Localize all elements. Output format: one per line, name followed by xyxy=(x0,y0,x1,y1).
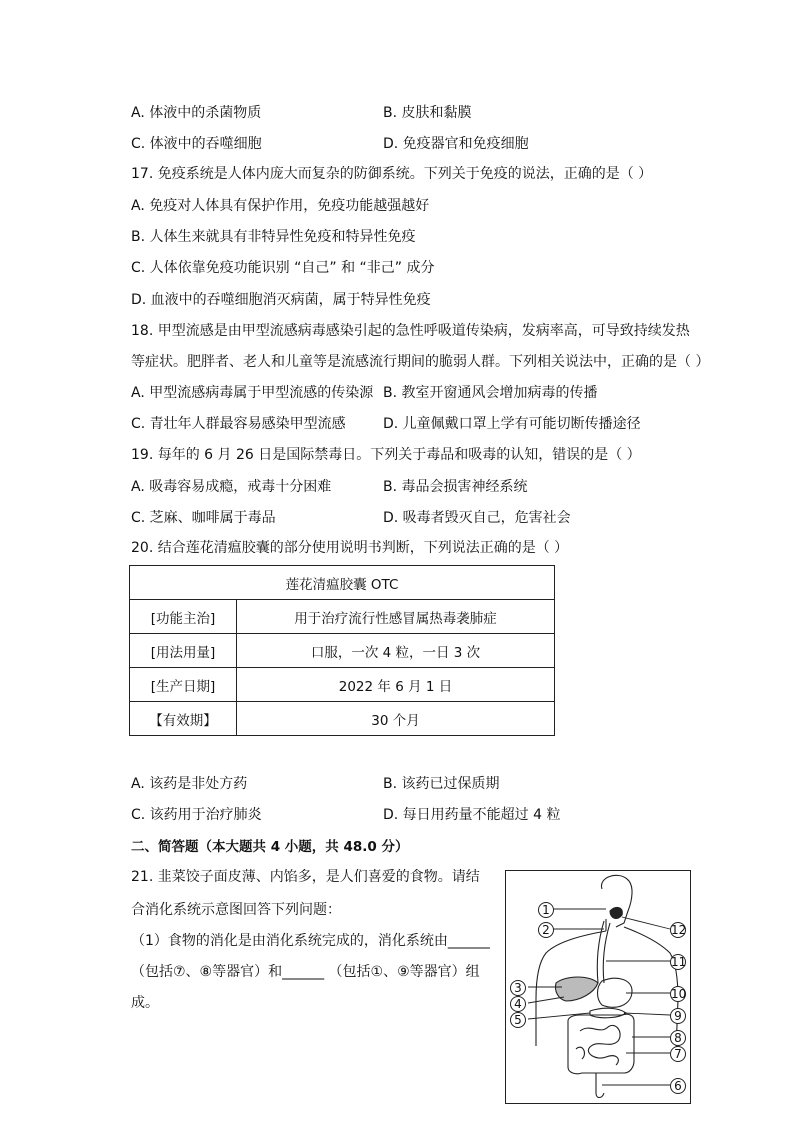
q21-line2: 合消化系统示意图回答下列问题： xyxy=(131,902,341,918)
label-9: 9 xyxy=(670,1008,686,1024)
section-heading: 二、简答题（本大题共 4 小题，共 48.0 分） xyxy=(131,839,409,855)
q18-option-a: A. 甲型流感病毒属于甲型流感的传染源 xyxy=(131,385,374,401)
q17-option-d: D. 血液中的吞噬细胞消灭病菌，属于特异性免疫 xyxy=(131,292,431,308)
q19-stem: 19. 每年的 6 月 26 日是国际禁毒日。下列关于毒品和吸毒的认知，错误的是（ ） xyxy=(131,447,641,463)
q19-option-c: C. 芝麻、咖啡属于毒品 xyxy=(131,510,276,526)
table-value: 口服，一次 4 粒，一日 3 次 xyxy=(237,634,555,668)
table-title: 莲花清瘟胶囊 OTC xyxy=(130,566,555,600)
label-10: 10 xyxy=(671,987,687,1001)
label-4: 4 xyxy=(510,996,526,1012)
label-2: 2 xyxy=(538,922,554,938)
table-value: 用于治疗流行性感冒属热毒袭肺症 xyxy=(237,600,555,634)
q21-line1: 21. 韭菜饺子面皮薄、内馅多，是人们喜爱的食物。请结 xyxy=(131,869,480,885)
q21-line5: 成。 xyxy=(131,995,159,1011)
q16-option-a: A. 体液中的杀菌物质 xyxy=(131,105,262,121)
table-row xyxy=(130,668,555,702)
medicine-instruction-table xyxy=(129,565,555,736)
q16-option-c: C. 体液中的吞噬细胞 xyxy=(131,136,262,152)
label-11: 11 xyxy=(671,955,687,969)
label-5: 5 xyxy=(510,1012,526,1028)
q17-stem: 17. 免疫系统是人体内庞大而复杂的防御系统。下列关于免疫的说法，正确的是（ ） xyxy=(131,166,653,182)
q20-option-d: D. 每日用药量不能超过 4 粒 xyxy=(383,807,561,823)
label-3: 3 xyxy=(510,980,526,996)
table-row xyxy=(130,600,555,634)
table-title-row xyxy=(130,566,555,600)
q16-option-b: B. 皮肤和黏膜 xyxy=(383,105,472,121)
table-value: 30 个月 xyxy=(237,702,555,736)
q18-option-d: D. 儿童佩戴口罩上学有可能切断传播途径 xyxy=(383,416,641,432)
q20-option-b: B. 该药已过保质期 xyxy=(383,776,500,792)
q21-line3: （1）食物的消化是由消化系统完成的，消化系统由______ xyxy=(131,933,490,949)
q18-stem-line1: 18. 甲型流感是由甲型流感病毒感染引起的急性呼吸道传染病，发病率高，可导致持续发热 xyxy=(131,323,690,339)
q17-option-b: B. 人体生来就具有非特异性免疫和特异性免疫 xyxy=(131,229,416,245)
q20-option-c: C. 该药用于治疗肺炎 xyxy=(131,807,262,823)
q17-option-a: A. 免疫对人体具有保护作用，免疫功能越强越好 xyxy=(131,198,430,214)
q17-option-c: C. 人体依靠免疫功能识别 “自己” 和 “非己” 成分 xyxy=(131,260,435,276)
label-8: 8 xyxy=(670,1030,686,1046)
digestive-system-diagram xyxy=(505,870,691,1104)
q20-option-a: A. 该药是非处方药 xyxy=(131,776,248,792)
q21-line4: （包括⑦、⑧等器官）和______ （包括①、⑨等器官）组 xyxy=(131,964,480,980)
table-label: 【有效期】 xyxy=(130,702,237,736)
q20-stem: 20. 结合莲花清瘟胶囊的部分使用说明书判断，下列说法正确的是（ ） xyxy=(131,540,569,556)
q16-option-d: D. 免疫器官和免疫细胞 xyxy=(383,136,529,152)
table-row xyxy=(130,702,555,736)
table-label: [生产日期] xyxy=(130,668,237,702)
q19-option-a: A. 吸毒容易成瘾，戒毒十分困难 xyxy=(131,479,332,495)
q18-option-c: C. 青壮年人群最容易感染甲型流感 xyxy=(131,416,346,432)
q18-stem-line2: 等症状。肥胖者、老人和儿童等是流感流行期间的脆弱人群。下列相关说法中，正确的是（ ） xyxy=(131,354,710,370)
table-label: [功能主治] xyxy=(130,600,237,634)
label-7: 7 xyxy=(670,1046,686,1062)
q19-option-b: B. 毒品会损害神经系统 xyxy=(383,479,528,495)
label-1: 1 xyxy=(538,902,554,918)
table-row xyxy=(130,634,555,668)
table-label: [用法用量] xyxy=(130,634,237,668)
digestive-system-illustration xyxy=(506,871,690,1103)
label-6: 6 xyxy=(670,1078,686,1094)
label-12: 12 xyxy=(671,923,687,937)
q18-option-b: B. 教室开窗通风会增加病毒的传播 xyxy=(383,385,598,401)
table-value: 2022 年 6 月 1 日 xyxy=(237,668,555,702)
q19-option-d: D. 吸毒者毁灭自己，危害社会 xyxy=(383,510,571,526)
